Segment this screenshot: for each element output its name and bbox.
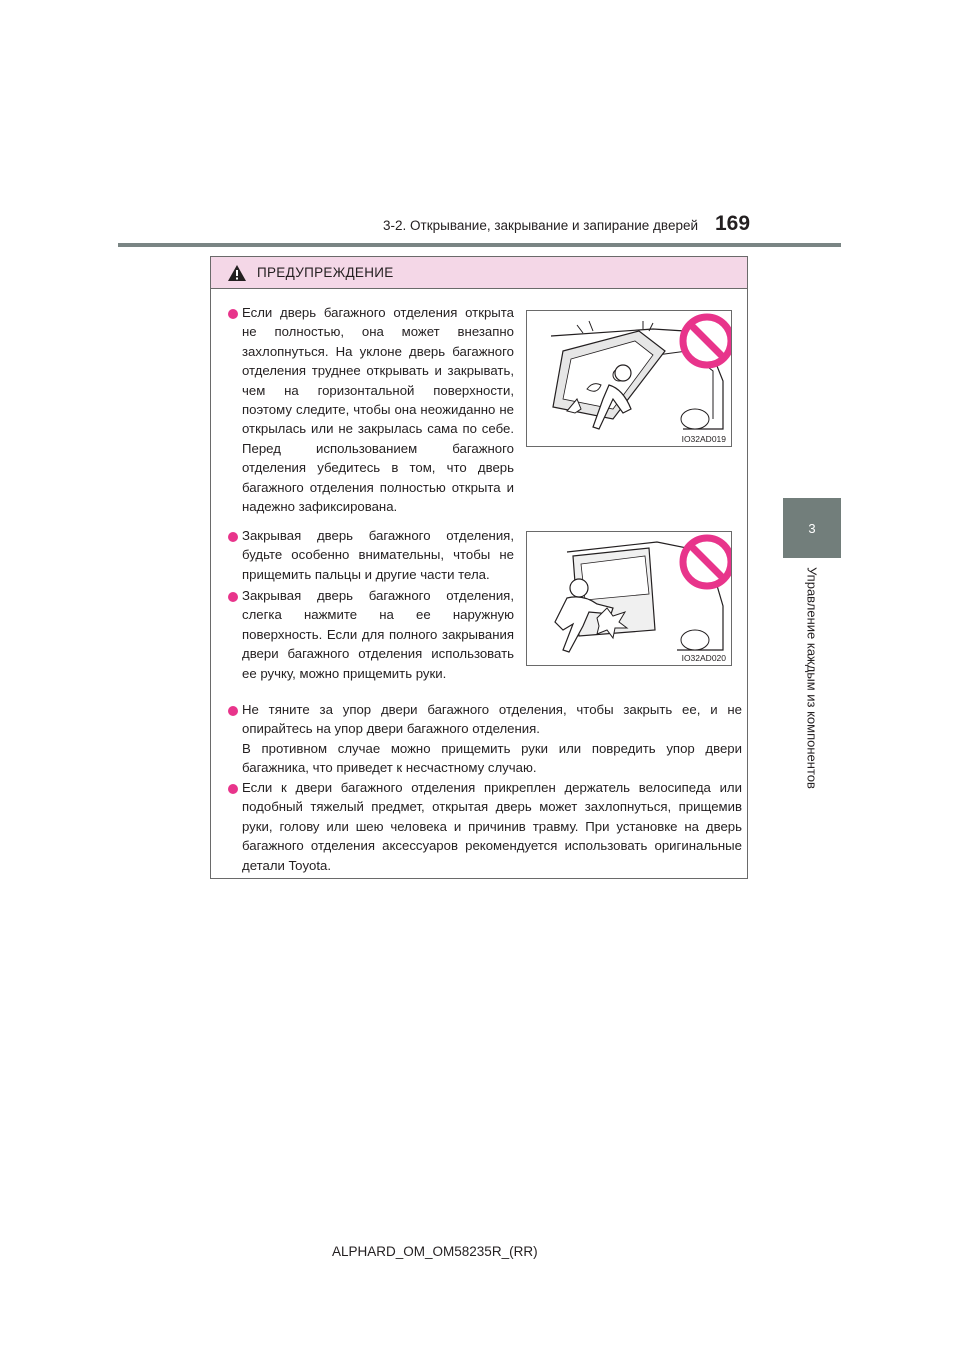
- illustration-tailgate-fingers: [526, 531, 732, 666]
- document-code: ALPHARD_OM_OM58235R_(RR): [332, 1244, 538, 1259]
- illustration-code: IO32AD019: [681, 434, 726, 444]
- illustration-code: IO32AD020: [681, 653, 726, 663]
- bullet: [228, 706, 238, 716]
- warning-item: Если к двери багажного отделения прикреплен держатель велосипеда или подобный тяжелый предмет, открытая дверь может захлопнуться, прищемив руки, голову или шею человека и причинив травму. При установке на дверь багажного отделения аксессуаров рекомендуется использовать оригинальные детали Toyota.: [242, 780, 742, 873]
- warning-item: Закрывая дверь багажного отделения, будьте особенно внимательны, чтобы не прищемить пальцы и другие части тела.: [242, 528, 514, 582]
- tailgate-closing-illustration: [527, 311, 731, 446]
- warning-box: [210, 256, 748, 879]
- header-rule: [118, 243, 841, 247]
- chapter-tab[interactable]: [783, 498, 841, 558]
- bullet: [228, 309, 238, 319]
- chapter-number: 3: [808, 520, 816, 536]
- warning-item: Не тяните за упор двери багажного отделения, чтобы закрыть ее, и не опирайтесь на упор двери багажного отделения. В противном случае можно прищемить руки или повредить упор двери багажника, что приведет к несчастному случаю.: [242, 702, 742, 776]
- bullet: [228, 532, 238, 542]
- chapter-title: Управление каждым из компонентов: [804, 567, 820, 789]
- warning-triangle-icon: [227, 264, 247, 282]
- warning-title: ПРЕДУПРЕЖДЕНИЕ: [257, 265, 394, 280]
- section-title: 3-2. Открывание, закрывание и запирание дверей: [383, 218, 699, 233]
- warning-item: Если дверь багажного отделения открыта не полностью, она может внезапно захлопнуться. На уклоне дверь багажного отделения труднее открывать и закрывать, чем на горизонтальной поверхности, поэтому следите, чтобы она неожиданно не открылась или не закрылась сама по себе. Перед использованием багажного отделения убедитесь в том, что дверь багажного отделения полностью открыта и надежно зафиксирована.: [242, 305, 514, 515]
- tailgate-fingers-illustration: [527, 532, 731, 665]
- illustration-tailgate-closing: [526, 310, 732, 447]
- bullet: [228, 784, 238, 794]
- warning-header: [211, 257, 747, 289]
- warning-item: Закрывая дверь багажного отделения, слегка нажмите на ее наружную поверхность. Если для полного закрывания двери багажного отделения использовать ее ручку, можно прищемить руки.: [242, 588, 514, 681]
- chapter-title-wrap: [783, 562, 841, 794]
- page-number: 169: [715, 212, 751, 235]
- bullet: [228, 592, 238, 602]
